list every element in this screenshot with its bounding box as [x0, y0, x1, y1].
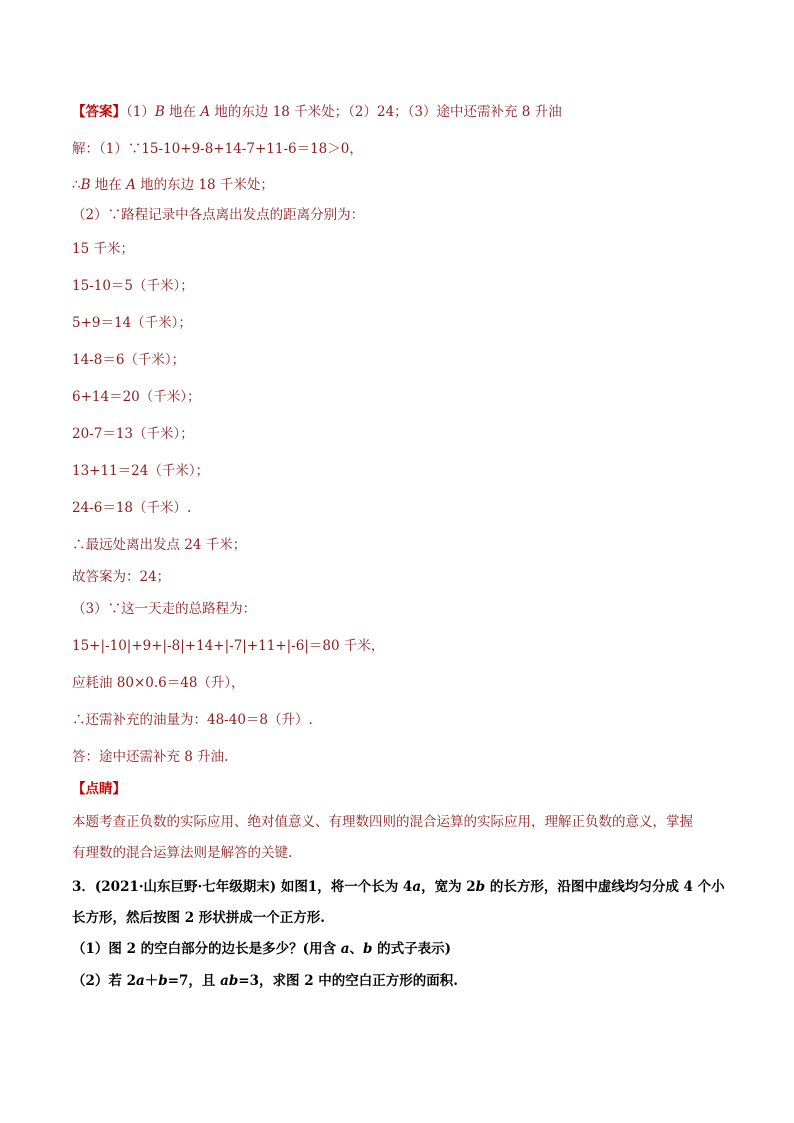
solution-line-1: 解：（1）∵15-10+9-8+14-7+11-6＝18＞0， — [72, 141, 363, 157]
answer-line — [72, 103, 732, 121]
solution-line-2-a: ∴ — [72, 177, 81, 193]
question3-part-1-a: （1）图 2 的空白部分的边长是多少？(用含 — [72, 941, 341, 957]
comment-tag-line — [72, 780, 732, 798]
question3-part-2 — [72, 972, 732, 990]
solution-line-16: 应耗油 80×0.6＝48（升）， — [72, 675, 245, 691]
solution-line-17: ∴还需补充的油量为：48-40＝8（升）. — [72, 712, 313, 728]
answer-text-3: 地的东边 18 千米处；（2）24；（3）途中还需补充 8 升油 — [210, 104, 562, 120]
solution-line-2 — [72, 176, 732, 194]
question3-part-2-c: ＋ — [144, 973, 159, 989]
answer-text-1: （1） — [126, 104, 155, 120]
question3-part-1-b: a — [340, 941, 350, 957]
solution-line-2-b: B — [80, 177, 91, 193]
solution-line-7: 14-8＝6（千米）； — [72, 352, 186, 368]
solution-line-3: （2）∵路程记录中各点离出发点的距离分别为： — [72, 207, 365, 223]
solution-line-2-d: A — [126, 177, 136, 193]
question3-part-2-f: ab — [220, 973, 239, 989]
question3-part-1 — [72, 940, 732, 958]
solution-line-2-c: 地在 — [90, 177, 127, 193]
solution-line-9: 20-7＝13（千米）； — [72, 426, 194, 442]
solution-line-12: ∴最远处离出发点 24 千米； — [72, 537, 247, 553]
question3-part-2-b: a — [136, 973, 145, 989]
solution-line-15: 15+|-10|+9+|-8|+14+|-7|+11+|-6|＝80 千米， — [72, 638, 385, 654]
solution-line-6: 5+9＝14（千米）； — [72, 315, 192, 331]
solution-line-18: 答：途中还需补充 8 升油. — [72, 749, 229, 765]
question3-part-2-g: =3，求图 2 中的空白正方形的面积. — [238, 973, 458, 989]
solution-line-4: 15 千米； — [72, 241, 134, 257]
question3-line-1 — [72, 878, 732, 896]
solution-line-10: 13+11＝24（千米）； — [72, 463, 210, 479]
question3-part-1-e: 的式子表示) — [372, 941, 452, 957]
comment-text-line-2: 有理数的混合运算法则是解答的关键. — [72, 845, 293, 861]
comment-tag: 【点睛】 — [72, 781, 126, 797]
solution-line-14: （3）∵这一天走的总路程为： — [72, 601, 257, 617]
question3-part-2-a: （2）若 2 — [72, 973, 136, 989]
solution-line-2-e: 地的东边 18 千米处； — [135, 177, 274, 193]
answer-var-b: B — [154, 104, 165, 120]
question3-line-2: 长方形，然后按图 2 形状拼成一个正方形. — [72, 910, 325, 926]
question3-var-b: b — [475, 879, 486, 895]
answer-text-2: 地在 — [164, 104, 201, 120]
solution-line-5: 15-10＝5（千米）； — [72, 278, 194, 294]
answer-tag: 【答案】 — [72, 104, 126, 120]
question3-part-2-e: =7，且 — [167, 973, 221, 989]
solution-line-13: 故答案为：24； — [72, 569, 171, 585]
answer-var-a: A — [200, 104, 211, 120]
question3-part-1-d: b — [363, 941, 373, 957]
question3-var-a: a — [412, 879, 422, 895]
solution-line-11: 24-6＝18（千米）. — [72, 500, 192, 516]
question3-part-1-c: 、 — [349, 941, 364, 957]
comment-text-line-1: 本题考查正负数的实际应用、绝对值意义、有理数四则的混合运算的实际应用，理解正负数的意义，掌握 — [72, 814, 693, 830]
question3-line-1-c: ，宽为 2 — [421, 879, 476, 895]
question3-line-1-a: 3．(2021·山东巨野·七年级期末) 如图1，将一个长为 4 — [72, 879, 413, 895]
question3-line-1-e: 的长方形，沿图中虚线均匀分成 4 个小 — [485, 879, 725, 895]
question3-part-2-d: b — [158, 973, 168, 989]
solution-line-8: 6+14＝20（千米）； — [72, 389, 201, 405]
